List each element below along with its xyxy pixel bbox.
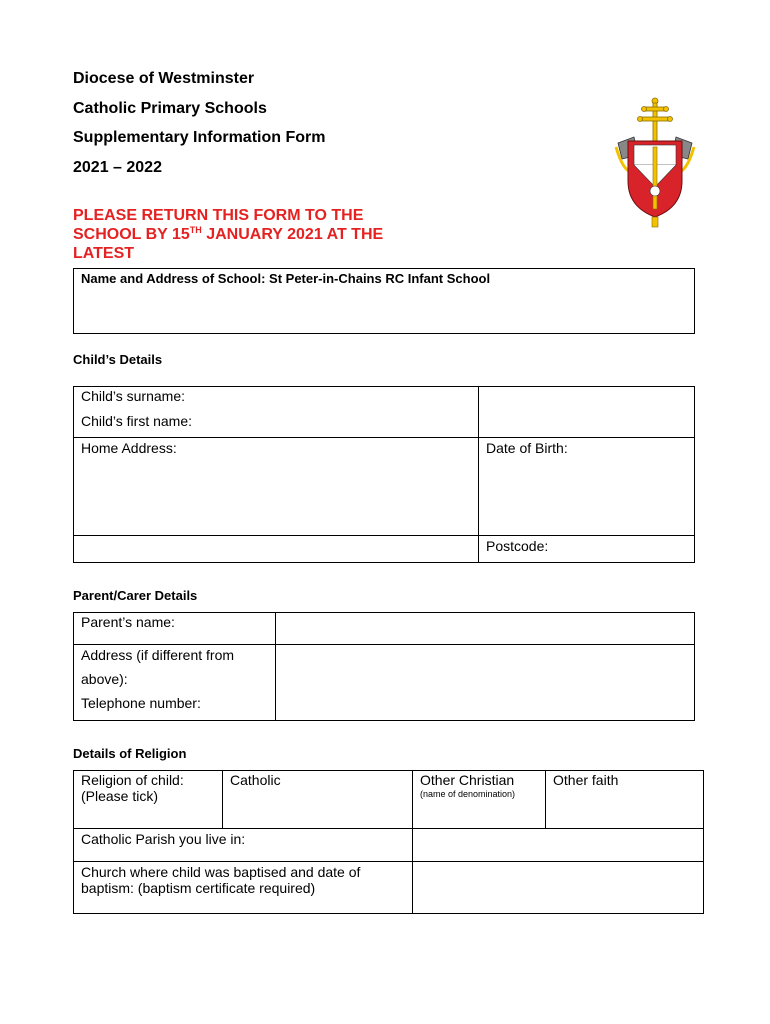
parent-address-label-1: Address (if different from <box>81 647 235 663</box>
baptism-label-2: baptism: (baptism certificate required) <box>81 880 316 896</box>
parish-label: Catholic Parish you live in: <box>81 831 246 847</box>
postcode-label: Postcode: <box>486 538 549 554</box>
religion-label-2: (Please tick) <box>81 788 159 804</box>
religion-table <box>73 770 704 914</box>
child-details-heading: Child’s Details <box>73 352 163 367</box>
school-box <box>73 268 695 334</box>
parent-address-label-2: above): <box>81 671 128 687</box>
baptism-label-cell <box>74 862 413 914</box>
return-notice <box>73 206 393 263</box>
religion-label-1: Religion of child: <box>81 772 184 788</box>
header-diocese: Diocese of Westminster <box>73 70 255 87</box>
notice-text-1: PLEASE RETURN THIS FORM TO THE SCHOOL BY 15 <box>73 207 364 243</box>
parent-name-label-cell <box>74 613 276 645</box>
parent-details-table <box>73 612 695 721</box>
notice-superscript: TH <box>189 225 202 235</box>
child-name-entry[interactable] <box>479 387 695 438</box>
parent-details-heading: Parent/Carer Details <box>73 588 198 603</box>
school-name-label: Name and Address of School: St Peter-in-Chains RC Infant School <box>81 271 491 286</box>
dob-cell[interactable] <box>479 438 695 536</box>
parent-name-entry[interactable] <box>276 613 695 645</box>
other-christian-option[interactable] <box>413 771 546 829</box>
baptism-label-1: Church where child was baptised and date of <box>81 864 361 880</box>
home-address-cell[interactable] <box>74 438 479 536</box>
child-name-cell[interactable] <box>74 387 479 438</box>
catholic-option[interactable] <box>223 771 413 829</box>
child-details-table <box>73 386 695 563</box>
school-year: 2021 – 2022 <box>73 159 162 176</box>
parish-entry[interactable] <box>413 829 704 862</box>
denomination-note: (name of denomination) <box>420 789 516 799</box>
other-faith-option[interactable] <box>546 771 704 829</box>
dob-label: Date of Birth: <box>486 440 568 456</box>
religion-heading: Details of Religion <box>73 746 187 761</box>
address-continued-cell[interactable] <box>74 536 479 563</box>
child-first-name-label: Child’s first name: <box>81 413 193 429</box>
postcode-cell[interactable] <box>479 536 695 563</box>
child-surname-label: Child’s surname: <box>81 388 186 404</box>
diocese-crest-icon <box>612 95 698 230</box>
parish-label-cell <box>74 829 413 862</box>
notice-text-2: JANUARY 2021 AT THE LATEST <box>73 226 384 262</box>
religion-label-cell <box>74 771 223 829</box>
parent-name-label: Parent’s name: <box>81 614 175 630</box>
parent-address-entry[interactable] <box>276 645 695 721</box>
home-address-label: Home Address: <box>81 440 177 456</box>
header-schools: Catholic Primary Schools <box>73 100 267 117</box>
parent-address-label-cell <box>74 645 276 721</box>
other-christian-label: Other Christian <box>420 772 515 788</box>
telephone-label: Telephone number: <box>81 695 201 711</box>
catholic-label: Catholic <box>230 772 281 788</box>
other-faith-label: Other faith <box>553 772 619 788</box>
baptism-entry[interactable] <box>413 862 704 914</box>
form-title: Supplementary Information Form <box>73 129 326 146</box>
